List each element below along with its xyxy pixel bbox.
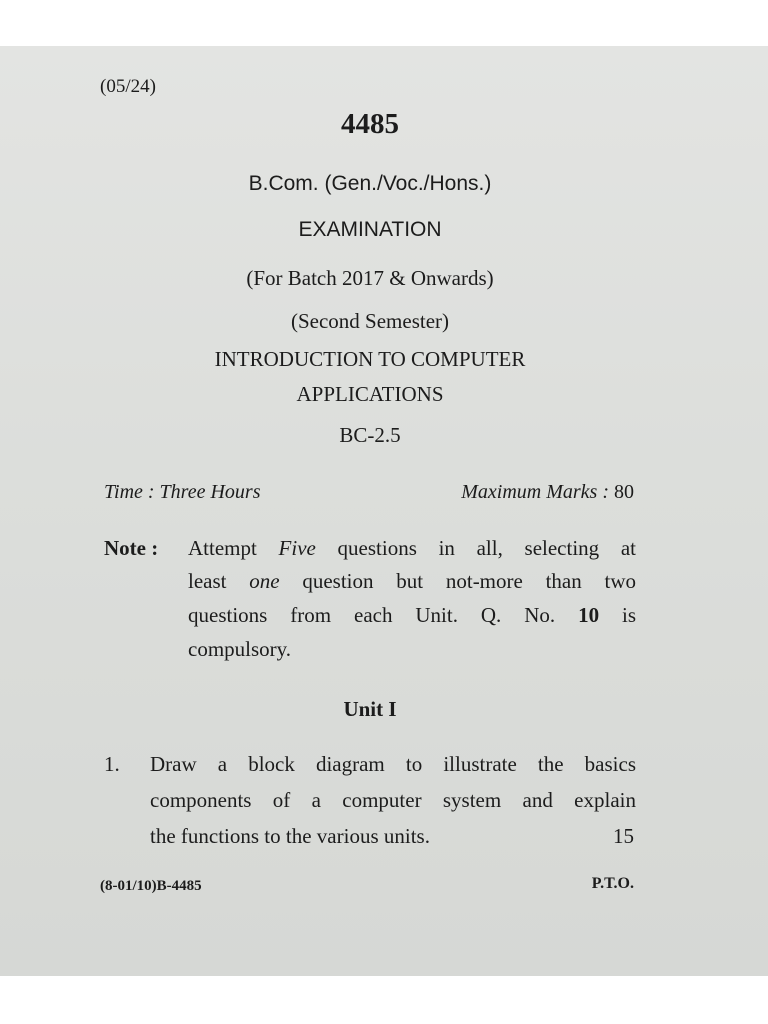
subject-title-line2: APPLICATIONS xyxy=(296,382,444,406)
note-label: Note : xyxy=(104,536,159,560)
note-text: questions in all, selecting at xyxy=(337,536,637,560)
note-emphasis: one xyxy=(249,569,280,593)
paper-code: BC-2.5 xyxy=(339,423,401,447)
paper-number: 4485 xyxy=(341,108,399,140)
subject-title-line1: INTRODUCTION TO COMPUTER xyxy=(214,347,526,371)
time-duration: Time : Three Hours xyxy=(104,481,261,503)
maximum-marks xyxy=(461,481,634,504)
note-line-4: compulsory. xyxy=(188,637,292,661)
maximum-marks-value: 80 xyxy=(614,481,634,503)
question-marks: 15 xyxy=(613,824,634,848)
course-title: B.Com. (Gen./Voc./Hons.) xyxy=(248,172,492,195)
semester-line: (Second Semester) xyxy=(290,309,450,333)
note-text: question but not-more than two xyxy=(302,569,637,593)
please-turn-over: P.T.O. xyxy=(591,875,634,892)
question-number: 1. xyxy=(104,752,120,776)
note-question-number: 10 xyxy=(578,603,600,627)
note-emphasis: Five xyxy=(278,536,316,560)
question-line-3: the functions to the various units. xyxy=(150,824,430,848)
examination-heading: EXAMINATION xyxy=(298,218,442,241)
paper-serial-code: (05/24) xyxy=(100,76,156,97)
note-line-1 xyxy=(188,536,636,561)
note-text: least xyxy=(188,569,227,593)
note-line-3 xyxy=(188,603,636,628)
unit-heading: Unit I xyxy=(343,697,397,721)
note-line-2 xyxy=(188,569,636,594)
exam-paper-page xyxy=(0,46,768,976)
note-text: is xyxy=(621,603,636,627)
maximum-marks-label: Maximum Marks : xyxy=(461,481,609,503)
question-line-1: Draw a block diagram to illustrate the basics xyxy=(150,752,636,776)
footer-paper-code: (8-01/10)B-4485 xyxy=(100,878,202,894)
note-text: Attempt xyxy=(188,536,257,560)
batch-line: (For Batch 2017 & Onwards) xyxy=(246,266,494,290)
question-line-2: components of a computer system and explain xyxy=(150,788,636,812)
note-text: questions from each Unit. Q. No. xyxy=(188,603,556,627)
